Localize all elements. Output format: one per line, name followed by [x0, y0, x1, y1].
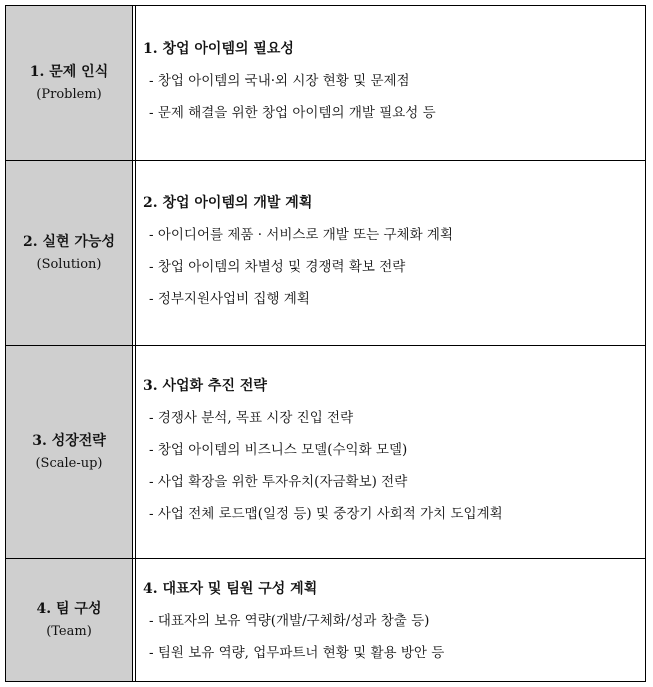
table-row	[6, 161, 645, 346]
category-cell	[6, 559, 132, 681]
list-item: - 경쟁사 분석, 목표 시장 진입 전략	[149, 410, 354, 426]
list-item: - 대표자의 보유 역량(개발/구체화/성과 창출 등)	[149, 613, 430, 629]
list-item: - 아이디어를 제품 · 서비스로 개발 또는 구체화 계획	[149, 227, 454, 243]
business-plan-table	[5, 5, 646, 682]
section-title: 1. 창업 아이템의 필요성	[143, 41, 294, 57]
section-title: 3. 사업화 추진 전략	[143, 378, 267, 394]
list-item: - 사업 확장을 위한 투자유치(자금확보) 전략	[149, 474, 408, 490]
category-title: 4. 팀 구성	[36, 601, 102, 617]
category-cell	[6, 6, 132, 160]
section-title: 4. 대표자 및 팀원 구성 계획	[143, 581, 318, 597]
content-cell	[136, 161, 645, 345]
category-cell	[6, 161, 132, 345]
list-item: - 정부지원사업비 집행 계획	[149, 291, 310, 307]
category-subtitle: (Scale-up)	[35, 456, 103, 471]
list-item: - 창업 아이템의 차별성 및 경쟁력 확보 전략	[149, 259, 406, 275]
table-row	[6, 346, 645, 559]
section-title: 2. 창업 아이템의 개발 계획	[143, 195, 313, 211]
list-item: - 사업 전체 로드맵(일정 등) 및 중장기 사회적 가치 도입계획	[149, 506, 503, 522]
category-title: 3. 성장전략	[32, 433, 106, 449]
table-row	[6, 6, 645, 161]
table-row	[6, 559, 645, 681]
category-cell	[6, 346, 132, 558]
list-item: - 팀원 보유 역량, 업무파트너 현황 및 활용 방안 등	[149, 645, 445, 661]
category-subtitle: (Solution)	[36, 257, 102, 272]
category-subtitle: (Problem)	[36, 87, 102, 102]
category-title: 2. 실현 가능성	[23, 234, 115, 250]
content-cell	[136, 346, 645, 558]
category-subtitle: (Team)	[46, 624, 92, 639]
category-title: 1. 문제 인식	[29, 64, 109, 80]
content-cell	[136, 6, 645, 160]
list-item: - 문제 해결을 위한 창업 아이템의 개발 필요성 등	[149, 105, 436, 121]
list-item: - 창업 아이템의 국내·외 시장 현황 및 문제점	[149, 73, 410, 89]
list-item: - 창업 아이템의 비즈니스 모델(수익화 모델)	[149, 442, 408, 458]
content-cell	[136, 559, 645, 681]
